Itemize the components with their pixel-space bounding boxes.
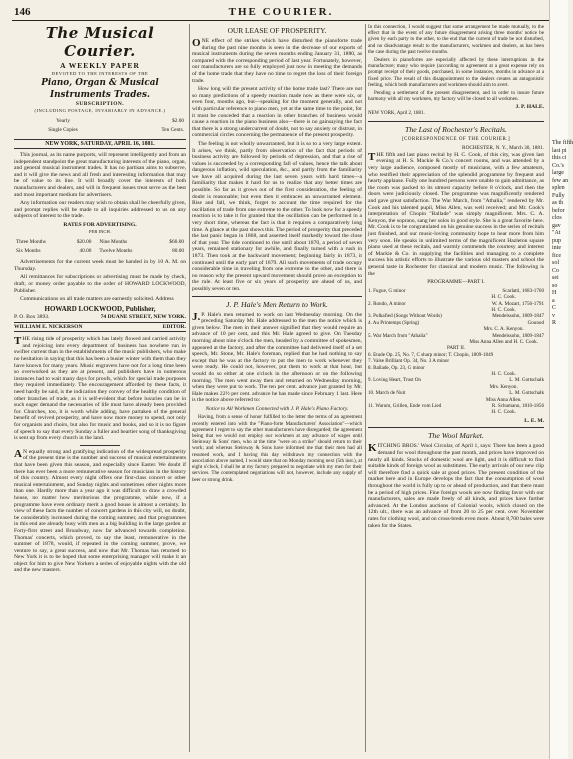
programme-piece: 3. Polkafied (Songs Without Words)	[368, 313, 442, 320]
subscription-prices	[14, 116, 186, 136]
single-price: Ten Cents.	[161, 127, 184, 133]
publisher-box: P. O. Box 3893.	[14, 313, 50, 320]
programme-heading: PROGRAMME—PART I.	[427, 279, 485, 286]
article-paragraph: How long will the present activity of the home trade last? There are not so many predictions of a speedy reaction made now as there were six, or even four, months ago, but—speaking for the moment generally, and not with particular reference to piano men, yet at the same time to the point, for it must be conceded that a reaction in other branches of business would cause a reaction in the piano business also—there is no gainsaying the fact that there is a strong undercurrent of doubt, not to say anxiety or distrust, in commercial circles concerning the permanence of the present prosperity.	[192, 86, 362, 139]
rates-note: Advertisements for the current week must be handed in by 10 A. M. on Thursday.	[14, 259, 186, 272]
programme-piece: 5. War March from "Athalia"	[368, 332, 428, 339]
edge-text: C	[552, 305, 557, 311]
programme-piece: 6. Etude Op. 25, No. 7, C sharp minor; T. Chopin, 1809-1849	[368, 351, 494, 358]
programme-performer: Miss Anna Allen and H. C. Cook.	[469, 338, 538, 345]
edge-text: last pi	[552, 147, 567, 154]
column-one	[14, 24, 186, 754]
section-rule	[368, 427, 544, 428]
edge-text: R	[552, 320, 557, 326]
section-rule	[80, 445, 120, 446]
edge-text: as th	[552, 200, 564, 206]
article-title: The Last of Rochester's Recitals.	[405, 124, 507, 134]
programme-performer: Mrs. C. A. Kenyon.	[483, 326, 524, 333]
edge-text: splen	[552, 185, 565, 191]
programme-piece: 2. Rondo, A minor	[368, 300, 406, 307]
article-paragraph: The feeling is not wholly unwarranted, but it is so to a very large extent. It arises, we think, partly from observation of the fact that periods of business activity are followed by periods of depression, and that a rise of values is succeeded by a corresponding fall of values, hence the talk about dangerous inflation, wild speculation, &c., and partly from the familiarity we have all acquired during the last seven years with hard times—a familiarity that makes it hard for us to realize that any better times are possible. So far as it grows out of the first consideration, the feeling of doubt is reasonable; but even then it embraces an unwarranted element. Rise and fall, we think, forget to account the time required for the oscillation of trade from one extreme to the other. To look now for a speedy reaction is to take it for granted that the oscillation can be performed in a very short time, whereas the fact is that it requires a comparatively long time. A glance at the past shows this. The period of prosperity that preceded the last panic began in 1868, and asserted itself markedly toward the close of that year. The tide continued to rise until about 1870, a period of seven years, remained stationary for awhile, and finally turned with a rush in 1873. Then took at the backward movement; beginning fairly in 1873, it continued until the early part of 1879. All such movements of trade occupy considerable time in traveling from one extreme to the other, and there is no reason why the present upward movement should prove an exception to the rule. At least five or six years of prosperity are ahead of us, and possibly seven or ten.	[192, 140, 362, 292]
edge-text: few an	[552, 177, 569, 184]
article-paragraph: ONE effect of the strikes which have disturbed the pianoforte trade during the past nine months is seen in the decrease of our exports of musical instruments during the seven months ending January 31, 1880, as compared with the corresponding period of last year. Fortunately, however, our manufacturers are so fully employed just now in meeting the demands of the home trade that they have no time to regret the loss of their foreign trade.	[192, 37, 362, 84]
edge-text: so	[552, 282, 558, 289]
programme-performer: Miss Anna Allen.	[485, 396, 522, 403]
programme-piece: 9. Loving Heart, Trust On	[368, 377, 421, 384]
masthead-name: The Musical Courier.	[45, 24, 155, 60]
rate-price: 40.00	[79, 248, 92, 255]
intro-paragraph: Any information our readers may wish to obtain shall be cheerfully given, and prompt replies will be made to all inquiries addressed to us on any subjects of interest to the trade.	[14, 200, 186, 220]
yearly-price: $2.00	[172, 118, 184, 124]
publisher-street: 74 DUANE STREET, NEW YORK.	[100, 313, 186, 320]
programme-composer: R. Schumann, 1810-1856	[491, 403, 544, 409]
publisher-address	[14, 314, 186, 321]
subscription-note: (INCLUDING POSTAGE, INVARIABLY IN ADVANCE.)	[34, 108, 166, 113]
edge-text: sol	[552, 260, 560, 266]
rates-note: Communications on all trade matters are earnestly solicited. Address	[20, 296, 174, 303]
rates-heading: RATES FOR ADVERTISING.	[63, 221, 137, 228]
table-row	[16, 239, 184, 246]
editor-line	[14, 322, 186, 332]
programme-composer: L. M. Gottschalk	[509, 377, 544, 384]
dateline: NEW YORK, SATURDAY, APRIL 16, 1881.	[14, 139, 186, 149]
section-rule	[368, 121, 544, 122]
article-signature: L. E. M.	[524, 417, 544, 424]
edge-text: a	[552, 297, 555, 304]
programme-composer: Scarlatti, 1683-1760	[502, 287, 544, 294]
rate-price: 80.00	[172, 248, 184, 255]
subscription-heading: SUBSCRIPTION.	[75, 101, 125, 107]
rates-note: All remittances for subscriptions or advertising must be made by check, draft, or money order payable to the order of HOWARD LOCKWOOD, Publisher.	[14, 274, 186, 294]
edge-text: inte	[552, 245, 561, 251]
edge-text: Co.'s	[552, 162, 564, 169]
section-rule	[192, 296, 362, 297]
column-divider	[365, 24, 366, 752]
rate-price: $20.00	[76, 239, 92, 246]
editor-name: WILLIAM E. NICKERSON	[14, 324, 83, 331]
programme-piece: 4. Au Printemps (Spring)	[368, 319, 420, 326]
notice-signature: J. P. HALE.	[515, 104, 544, 111]
programme-part-heading: PART II.	[446, 345, 466, 352]
notice-place: NEW YORK, April 2, 1881.	[368, 111, 425, 117]
article-title: The Wool Market.	[428, 431, 484, 441]
edge-text: befor	[552, 207, 565, 214]
programme-performer: H. C. Cook.	[491, 294, 516, 301]
edge-text: Fully	[552, 192, 565, 199]
edge-text: v	[552, 312, 555, 319]
notice-paragraph: Having, from a sense of honor fulfilled to the letter the terms of an agreement recently entered into with the "Piano-forte Manufacturers' Association"—which agreement I regret to say the other manufacturers have disregarded; the agreement being that we would not employ our workmen at any advance of wages until Steinway & Sons' men, who at the time "were on a strike" should return to their work; and whereas Steinway & Sons have informed me that their men had all resumed work, and I having this day withdrawn my connection with the association above named, I would state that on Monday morning next (5th inst.), at eight o'clock, I shall be at my factory prepared to negotiate with my men for their services. The contemplated negotiations will not, however, include any supply of beer or strong drink.	[192, 414, 362, 483]
facing-page-edge	[549, 0, 573, 759]
programme-composer: Mendelssohn, 1809-1847	[492, 332, 544, 339]
programme-performer: H. C. Cook.	[491, 409, 516, 416]
edge-text: gav	[552, 222, 561, 229]
edge-text: clos	[552, 215, 562, 221]
notice-paragraph: In this connection, I would suggest that some arrangement be made mutually, to the effect that in the event of any future disagreement arising three months' notice be given by each party to the other, to the end that the current of trade be not disturbed, and no disadvantage result to the manufacturers, workmen and dealers, as has been the case during the past twelve months.	[368, 24, 544, 55]
single-label: Single Copies	[48, 127, 78, 133]
edge-text: Co	[552, 267, 560, 274]
programme-piece: 11. Warum, Grillen, Ende vom Lied	[368, 403, 442, 409]
edge-text: sei	[552, 275, 559, 281]
article-paragraph: THE fifth and last piano recital by H. C. Cook, of this city, was given last evening at H. S. Mackie & Co.'s concert rooms, and was attended by a very large audience, composed mostly of musicians, with a few amateurs, who testified their appreciation of the splendid programme by frequent and hearty applause. Fully one hundred persons were unable to gain admittance, as the room was packed to its utmost capacity before 8 o'clock, and then the doors were judiciously closed. The programme was magnificently rendered and gave great satisfaction. The War March, from "Athalia," rendered by Mr. Cook and his talented pupil, Miss Allen, was well received; and Mr. Cook's interpretation of Chopin "Ballade" was simply magnificent. Mrs. C. A. Kenyon, the soprano, sang her solos in good style. She is a great favorite here. Mr. Cook is to be congratulated on his genuine success in the series of recitals just finished, and our music-loving community hope to hear more from him very soon. He speaks in unlimited terms of the magnificent Hazleton square piano used at these recitals, and warmly commends the courtesy and interest of Mackie & Co. in supplying the facilities and managing to a complete success his artistic efforts to illustrate the various old masters and school the general taste in Rochester for classical and modern music. The following is the	[368, 150, 544, 277]
column-three	[368, 24, 544, 754]
yearly-label: Yearly	[56, 118, 70, 124]
correspondence-place: ROCHESTER, N. Y., March 30, 1881.	[462, 145, 544, 152]
list-item	[368, 409, 544, 415]
column-two	[192, 24, 362, 754]
masthead-devoted: DEVOTED TO THE INTERESTS OF THE	[51, 71, 149, 76]
rates-per-inch: PER INCH.	[89, 228, 111, 234]
running-title: THE COURIER.	[228, 6, 334, 18]
programme-piece: 10. March de Nuit	[368, 390, 406, 397]
article-paragraph: J.P. Hale's men returned to work on last Wednesday morning. On the preceding Saturday Mr. Hale addressed to the men the notice which is given below. The men in their answer signified that they would require an advance of 10 per cent, and this Mr. Hale agreed to give. On Tuesday morning about nine o'clock the men, headed by a committee of spokesmen, appeared at the factory, and after the committee had delivered itself of a set speech, Mr. Stone, Mr. Hale's foreman, replied that he had nothing to say except that he was at the factory to put the men to work whenever they were ready. He could not, however, put them to work at that hour, but would do so either at one o'clock in the afternoon or on the following morning. The men went away then and returned on Wednesday morning, when they were put to work. The ten per cent. advance just granted by Mr. Hale makes 22½ per cent. advance he has made since February 1 last. Here is the notice above referred to:	[192, 310, 362, 404]
edge-text: The fifth	[552, 140, 573, 146]
edge-text: pup	[552, 237, 561, 244]
programme-composer: L. M. Gottschalk	[509, 390, 544, 397]
rate-term: Six Months	[16, 248, 41, 255]
page-number: 146	[14, 6, 31, 18]
edge-text: H	[552, 290, 557, 296]
programme-composer: Mendelssohn, 1809-1847	[492, 313, 544, 320]
article-title: OUR LEASE OF PROSPERITY.	[227, 26, 327, 35]
notice-heading: Notice to All Workmen Connected with J. P. Hale's Piano Factory.	[205, 405, 349, 412]
table-row	[16, 248, 184, 255]
programme-piece: 8. Ballade, Op. 23, G minor	[368, 364, 425, 371]
intro-paragraph: This journal, as its name purports, will represent intelligently and from an independent standpoint the great manufacturing interests of the piano, organ, and general musical instrument trades. It has no partisan aims to subserve, and it will give the news and all fresh and interesting information that may be of value to its line. It will broadly cover the interests of both manufacturers and dealers, and will in frequent issues treat serve as the best and most important medium for advertisers.	[14, 152, 186, 198]
editor-title: EDITOR.	[162, 324, 186, 331]
rate-term: Twelve Months	[99, 248, 133, 255]
edge-text: fice	[552, 252, 561, 259]
programme-performer: Mrs. Kenyon.	[489, 383, 518, 390]
masthead	[14, 24, 186, 149]
publisher-name: HOWARD LOCKWOOD, Publisher,	[44, 304, 156, 313]
article-paragraph: KITCHING BROS.' Wool Circular, of April 1, says: There has been a good demand for wool throughout the past month, and prices have improved on nearly all kinds. Stocks of domestic wool are light, and it is difficult to find suitable kinds of foreign wool as substitutes. The early arrivals of our new clip will therefore find a quick sale at good prices. The present condition of the market here and in Europe develops the fact that the consumption of wool throughout the world is fully up to or ahead of production, and that there must be a period of high prices. Fine foreign wools are now finding favor with our manufacturers, sales are made freely of all kinds, and prices have further advanced. At the London auctions of Colonial wools, which closed on the 12th ult., there was an advance of from 20 to 25 per cent. over November rates for clothing wool, and on cross-breds even more. About 8,700 bales were taken for the States.	[368, 442, 545, 529]
rate-term: Nine Months	[99, 239, 128, 246]
masthead-weekly: A WEEKLY PAPER	[60, 61, 140, 70]
rate-price: $60.00	[169, 239, 184, 246]
programme-piece	[368, 409, 463, 415]
notice-paragraph: Dealers in pianofortes are especially affected by these interruptions in the manufacture; many who require (according to agreement at a great expense rely on prompt receipt of their goods, purchased, in some instances, months in advance at a fixed price. The result of this disappointment to the dealers creates an antagonistic feeling, which both manufacturers and workmen should aim to avert.	[368, 57, 544, 88]
programme-performer: H. C. Cook.	[491, 370, 516, 377]
programme-piece: 7. Valse Brilliant Op. 34, No. 3 A minor	[368, 358, 450, 365]
column-divider	[189, 24, 190, 752]
editorial-paragraph: AN equally strong and gratifying indication of the widespread prosperity of the present time is the number and success of musical entertainments that have been given this season, and especially since Easter. We doubt if there has ever been a more remunerative season for musicians in the history of this country. Almost every night offers one first-class concert or other musical entertainment, and Sunday nights and sometimes other nights more than one. Hardly more than a year ago it was difficult to draw a crowded house, no matter how meritorious the programme, while now, if a programme have even ordinary merit a good house is almost a certainty. In view of these facts the number of concert gardens in this city will, no doubt, be considerably increased during the coming summer, and that programmes in this end are already busy with men as a big building in the large garden at Forty-first street and Broadway, now far advanced towards completion. Thomas' concerts, which proved, to say the least, remunerative in the summer of 1878, would, if repeated in the coming summer, prove, we venture to say, a great success, and now that Mr. Thomas has returned to New York it is to be hoped that some enterprising manager will make it an object for him to give New Yorkers a series of enjoyable nights with the old and the new masters.	[14, 447, 186, 574]
editorial-paragraph: THE rising tide of prosperity which has lately flowed and carried activity and rejoicing into every department of business has nowhere run in swifter current than in the establishments of the music publishers, who make no hesitation in saying that this has been a busier winter with them than they have known for many years. Music engravers have not for a long time been so overworked as they are at present, and publishers have in numerous instances had to wait many days for proofs, which for special trade purposes they required immediately. The encouragement afforded by these facts, it need hardly be said, is the indication they convey of the healthy condition of other branches of trade, as it is self-evident that before luxuries can be in such eager demand the necessaries of life must have already been provided for. Churches, too, it is worth while adding, have partaken of the general benefit of revived prosperity, and have now more money to spend, not only for organists and choirs, but also for music and books, and so it is no figure of speech to say that every Sunday a fuller and heartier song of thanksgiving is sent up from every church in the land.	[14, 335, 186, 442]
programme-composer: W. A. Mozart, 1756-1791	[491, 300, 544, 307]
programme-performer: H. C. Cook.	[491, 306, 516, 313]
edge-text: large	[552, 170, 564, 176]
programme-list	[368, 288, 544, 416]
notice-paragraph: Pending a settlement of the present disagreement, and in order to insure future harmony with all my workmen, my factory will be closed to all workmen.	[368, 90, 544, 103]
rates-table	[14, 237, 186, 257]
programme-composer: Gounod	[527, 319, 544, 326]
page-header	[14, 6, 548, 18]
article-title: J. P. Hale's Men Return to Work.	[226, 299, 328, 309]
correspondence-label: [CORRESPONDENCE OF THE COURIER.]	[401, 136, 511, 142]
masthead-trades: Piano, Organ & Musical Instruments Trades.	[41, 78, 159, 100]
edge-text: this ci	[552, 155, 567, 161]
rate-term: Three Months	[16, 239, 46, 246]
header-rule	[12, 20, 550, 21]
programme-piece: 1. Fugue, G minor	[368, 287, 406, 294]
edge-text: "At	[552, 230, 561, 236]
